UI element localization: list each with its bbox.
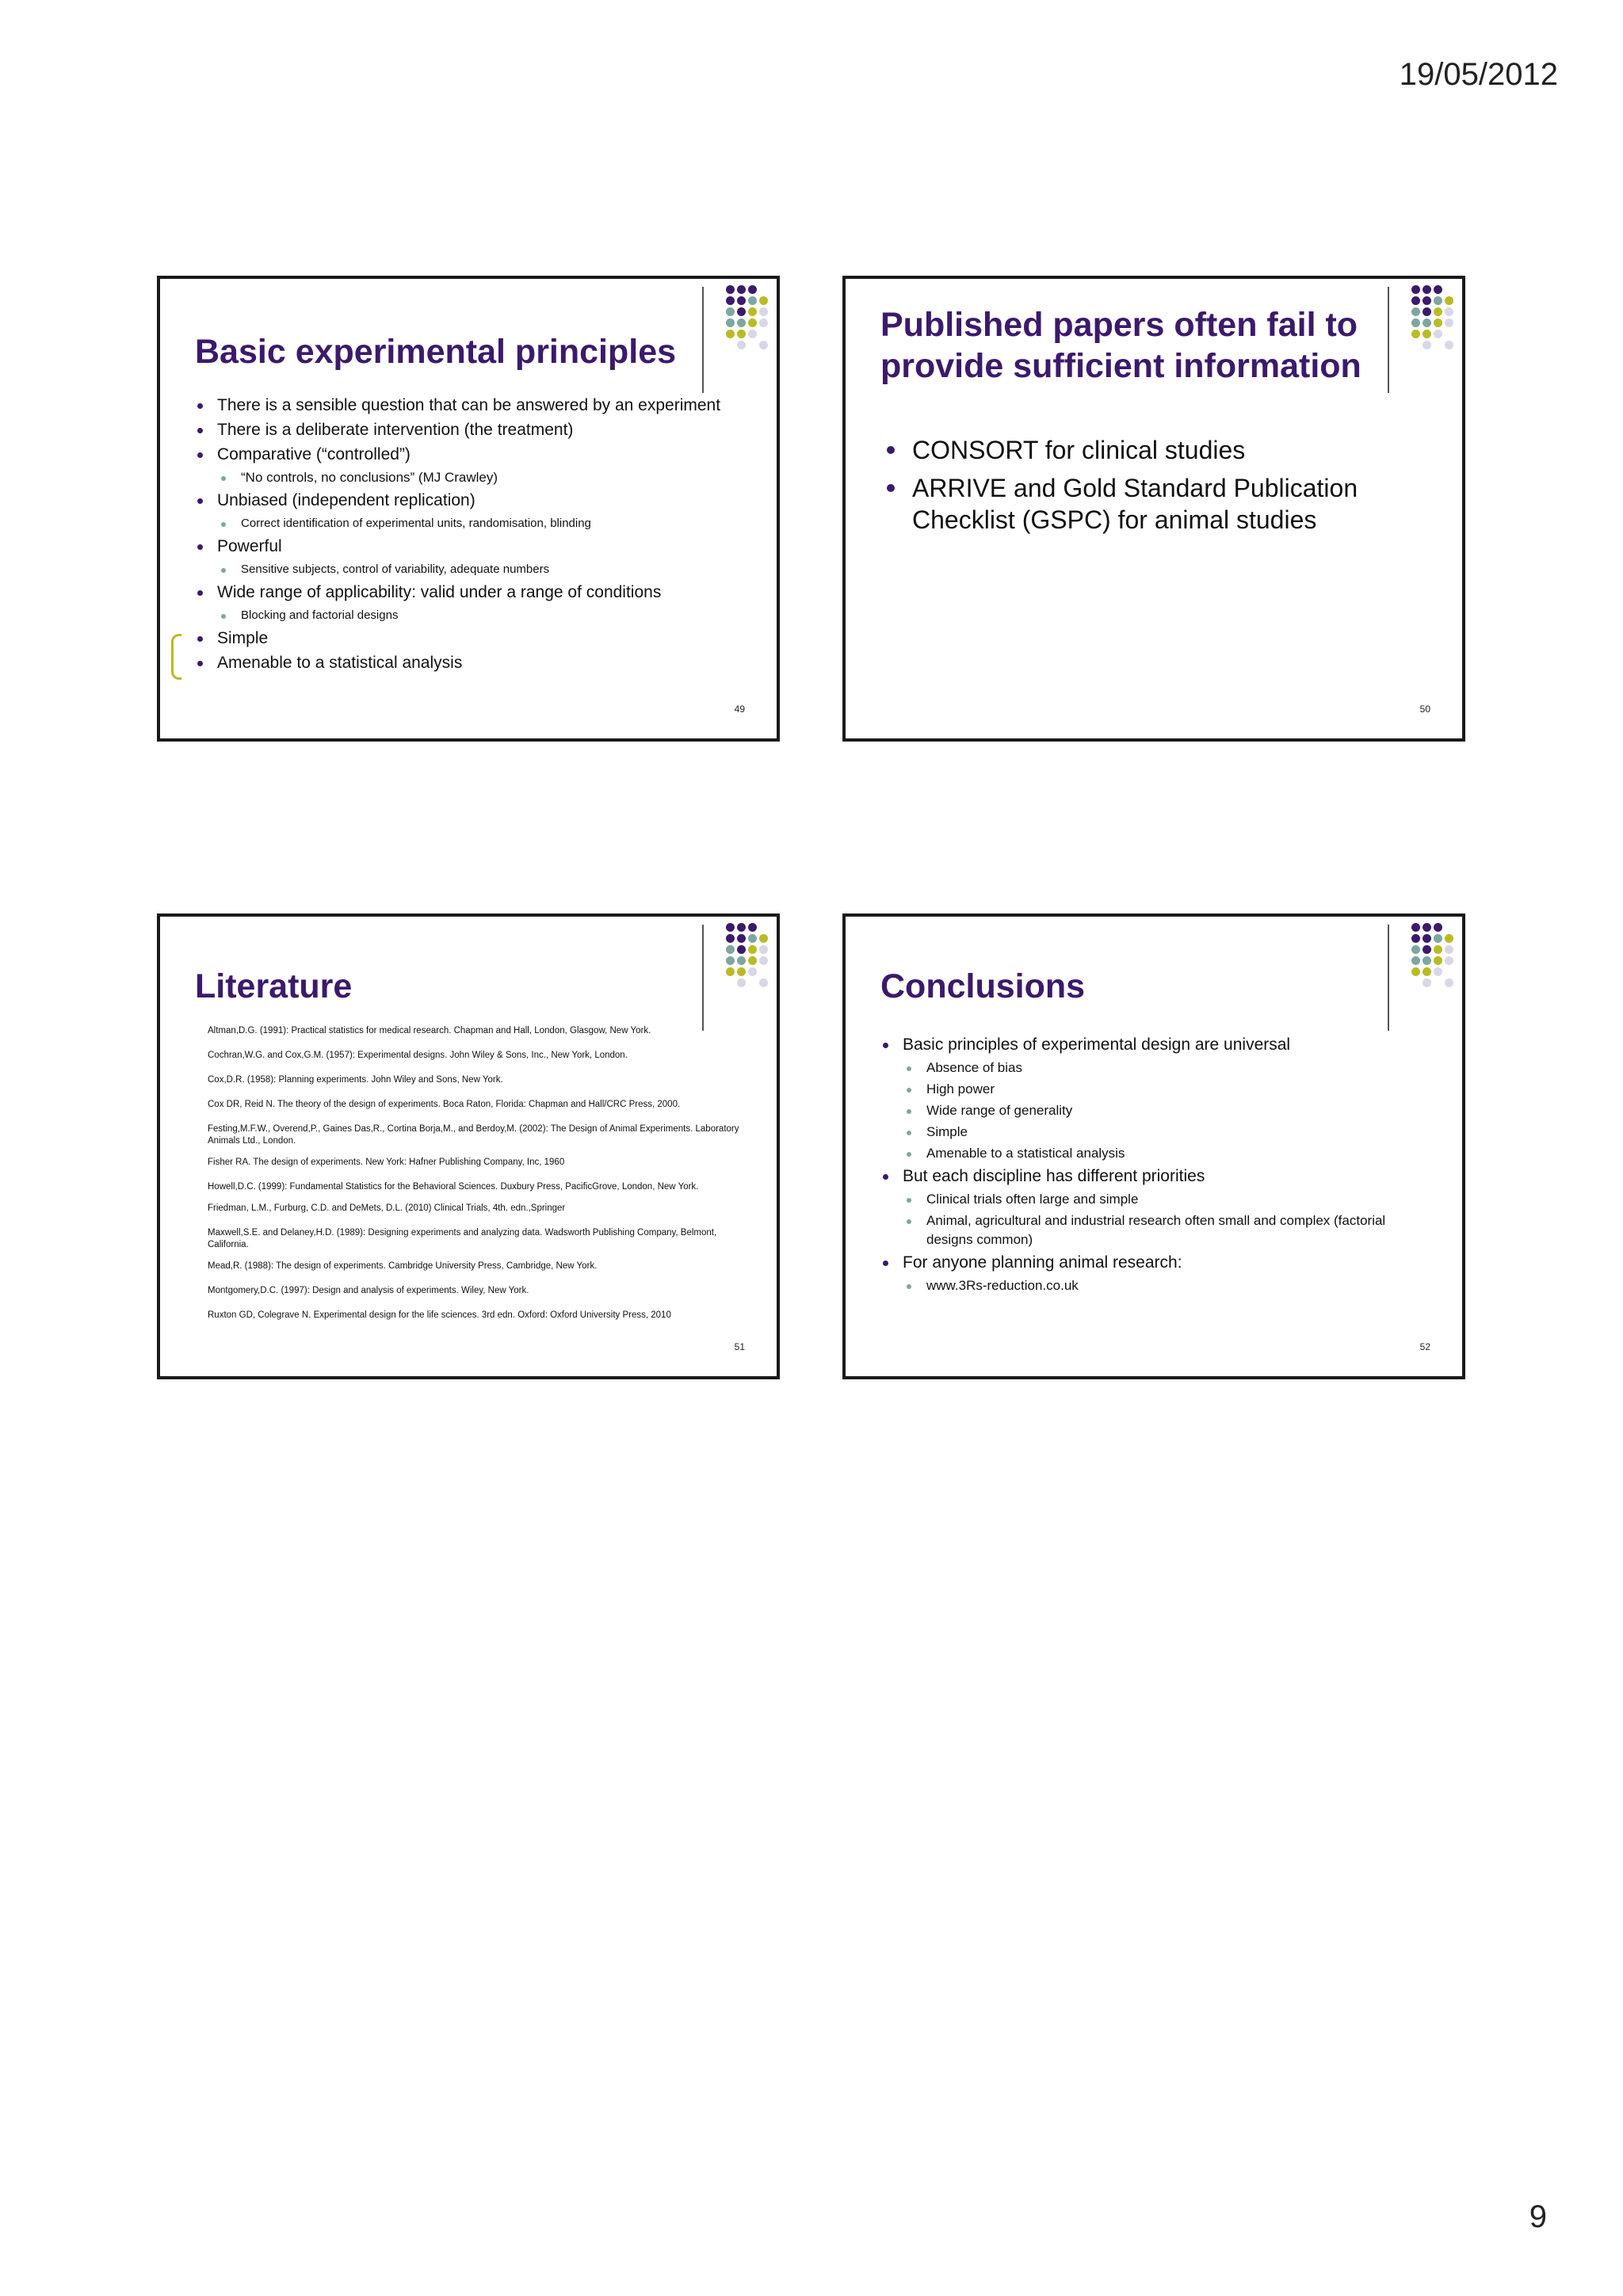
slide-52 <box>842 913 1465 1379</box>
list-subitem: Absence of bias <box>880 1058 1427 1077</box>
logo-dot <box>1411 923 1420 932</box>
logo-dot <box>1423 967 1431 976</box>
logo-dot <box>1434 923 1442 932</box>
logo-dot <box>726 934 735 943</box>
logo-dot <box>1445 978 1453 987</box>
logo-dot <box>737 923 746 932</box>
list-item: CONSORT for clinical studies <box>880 434 1388 466</box>
bullet-list <box>195 395 720 677</box>
logo-dot <box>1411 330 1420 338</box>
logo-dot <box>1434 318 1442 327</box>
logo-dot <box>1411 967 1420 976</box>
list-item: Amenable to a statistical analysis <box>195 652 720 674</box>
logo-dot <box>759 341 768 349</box>
logo-dot <box>759 956 768 965</box>
logo-dot <box>737 318 746 327</box>
logo-dot <box>1434 956 1442 965</box>
slide-50 <box>842 276 1465 742</box>
list-subitem: High power <box>880 1080 1427 1099</box>
logo-dot <box>759 945 768 954</box>
logo-dot <box>1445 945 1453 954</box>
logo-dot <box>748 307 757 316</box>
list-subitem: Blocking and factorial designs <box>195 606 720 625</box>
logo-dot <box>726 967 735 976</box>
reference-item: Altman,D.G. (1991): Practical statistics for medical research. Chapman and Hall, London, Glasgow, New York. <box>208 1026 651 1035</box>
list-item: For anyone planning animal research: <box>880 1252 1427 1274</box>
logo-dot <box>737 307 746 316</box>
slide-51 <box>157 913 780 1379</box>
logo-dot <box>1423 296 1431 305</box>
logo-dot <box>759 978 768 987</box>
logo-dot <box>726 330 735 338</box>
logo-dot <box>1411 318 1420 327</box>
reference-item: Ruxton GD, Colegrave N. Experimental design for the life sciences. 3rd edn. Oxford: Oxford University Press, 2010 <box>208 1310 671 1320</box>
reference-item: Montgomery,D.C. (1997): Design and analysis of experiments. Wiley, New York. <box>208 1286 529 1295</box>
logo-dot <box>748 318 757 327</box>
slide-title: Basic experimental principles <box>195 333 677 371</box>
logo-dot <box>737 956 746 965</box>
slide-title: Conclusions <box>880 967 1086 1005</box>
list-item: There is a sensible question that can be answered by an experiment <box>195 395 720 417</box>
divider-line <box>1388 925 1389 1031</box>
logo-dot <box>737 978 746 987</box>
reference-item: Cox DR, Reid N. The theory of the design of experiments. Boca Raton, Florida: Chapman and Hall/CRC Press, 2000. <box>208 1100 681 1109</box>
logo-dot <box>1445 956 1453 965</box>
logo-dot <box>726 923 735 932</box>
logo-dot <box>737 341 746 349</box>
list-item: There is a deliberate intervention (the treatment) <box>195 419 720 441</box>
bullet-list <box>880 434 1388 542</box>
logo-dot <box>759 318 768 327</box>
bullet-list <box>880 1034 1427 1298</box>
logo-dot <box>1423 978 1431 987</box>
list-item: But each discipline has different priorities <box>880 1165 1427 1188</box>
logo-dot <box>737 285 746 294</box>
logo-dot <box>1411 956 1420 965</box>
reference-list <box>208 1025 754 1334</box>
reference-item: Festing,M.F.W., Overend,P., Gaines Das,R., Cortina Borja,M., and Berdoy,M. (2002): The Design of Animal Experiments. Laboratory Animals Ltd., London. <box>208 1124 739 1146</box>
list-subitem: www.3Rs-reduction.co.uk <box>880 1276 1427 1295</box>
list-item: Basic principles of experimental design are universal <box>880 1034 1427 1056</box>
logo-dot <box>1423 341 1431 349</box>
reference-item: Cochran,W.G. and Cox,G.M. (1957): Experimental designs. John Wiley & Sons, Inc., New York, London. <box>208 1051 628 1060</box>
reference-item: Fisher RA. The design of experiments. New York: Hafner Publishing Company, Inc, 1960 <box>208 1158 565 1167</box>
logo-dot <box>748 945 757 954</box>
list-item: Wide range of applicability: valid under a range of conditions <box>195 582 720 604</box>
logo-dot <box>726 307 735 316</box>
logo-dot <box>1411 285 1420 294</box>
logo-dot <box>1411 307 1420 316</box>
logo-dot <box>726 945 735 954</box>
list-item: Unbiased (independent replication) <box>195 490 720 512</box>
logo-dot <box>1423 318 1431 327</box>
logo-dot <box>1423 330 1431 338</box>
page-date: 19/05/2012 <box>1399 57 1558 92</box>
bracket-marker <box>171 634 181 680</box>
slide-number: 51 <box>734 1341 745 1352</box>
logo-dot <box>1423 923 1431 932</box>
logo-dot <box>748 934 757 943</box>
list-subitem: Animal, agricultural and industrial research often small and complex (factorial designs common) <box>880 1211 1427 1249</box>
slide-title: Literature <box>195 967 353 1005</box>
logo-dot <box>1434 296 1442 305</box>
logo-dot <box>1411 945 1420 954</box>
logo-dot <box>1445 934 1453 943</box>
logo-dot <box>737 330 746 338</box>
logo-dot <box>1434 307 1442 316</box>
slide-49 <box>157 276 780 742</box>
slide-title-line: Published papers often fail to <box>880 306 1358 344</box>
logo-dot <box>748 296 757 305</box>
list-item: ARRIVE and Gold Standard Publication Checklist (GSPC) for animal studies <box>880 472 1388 536</box>
logo-dot <box>1445 296 1453 305</box>
list-item: Comparative (“controlled”) <box>195 444 720 466</box>
divider-line <box>702 287 704 393</box>
slide-number: 52 <box>1419 1341 1430 1352</box>
slide-number: 50 <box>1419 704 1430 715</box>
list-subitem: Clinical trials often large and simple <box>880 1190 1427 1209</box>
list-item: Powerful <box>195 536 720 558</box>
divider-line <box>1388 287 1389 393</box>
list-subitem: Wide range of generality <box>880 1101 1427 1120</box>
logo-dot <box>1423 307 1431 316</box>
logo-dot <box>759 307 768 316</box>
logo-dot <box>737 934 746 943</box>
reference-item: Maxwell,S.E. and Delaney,H.D. (1989): Designing experiments and analyzing data. Wadsworth Publishing Company, Belmont, California. <box>208 1228 717 1249</box>
logo-dot <box>737 296 746 305</box>
logo-dot <box>748 923 757 932</box>
slide-title <box>880 304 1361 387</box>
logo-dot <box>759 934 768 943</box>
logo-dot <box>726 296 735 305</box>
divider-line <box>702 925 704 1031</box>
logo-dot <box>726 318 735 327</box>
slide-title-line: provide sufficient information <box>880 347 1361 385</box>
reference-item: Mead,R. (1988): The design of experiments. Cambridge University Press, Cambridge, New York. <box>208 1261 598 1271</box>
list-subitem: Sensitive subjects, control of variability, adequate numbers <box>195 560 720 579</box>
logo-dot <box>1445 307 1453 316</box>
logo-dot <box>1434 934 1442 943</box>
list-subitem: Simple <box>880 1123 1427 1142</box>
logo-dot <box>726 956 735 965</box>
list-subitem: Amenable to a statistical analysis <box>880 1144 1427 1163</box>
logo-dot <box>1423 956 1431 965</box>
logo-dot <box>737 967 746 976</box>
logo-dot <box>1411 934 1420 943</box>
logo-dot <box>1434 285 1442 294</box>
logo-dot <box>1434 945 1442 954</box>
list-subitem: “No controls, no conclusions” (MJ Crawley) <box>195 468 720 487</box>
slide-number: 49 <box>734 704 745 715</box>
list-subitem: Correct identification of experimental units, randomisation, blinding <box>195 514 720 533</box>
logo-dot <box>1445 341 1453 349</box>
logo-dot <box>726 285 735 294</box>
logo-dot <box>1423 934 1431 943</box>
logo-dot <box>759 296 768 305</box>
list-item: Simple <box>195 627 720 650</box>
logo-dot <box>1445 318 1453 327</box>
reference-item: Cox,D.R. (1958): Planning experiments. John Wiley and Sons, New York. <box>208 1075 503 1085</box>
logo-dot <box>1434 967 1442 976</box>
logo-dot <box>1423 945 1431 954</box>
logo-dot <box>748 285 757 294</box>
logo-dot <box>737 945 746 954</box>
logo-dot <box>1411 296 1420 305</box>
logo-dot <box>748 967 757 976</box>
logo-dot <box>1423 285 1431 294</box>
logo-dot <box>748 330 757 338</box>
logo-dot <box>1434 330 1442 338</box>
page-number: 9 <box>1529 2199 1547 2234</box>
reference-item: Howell,D.C. (1999): Fundamental Statistics for the Behavioral Sciences. Duxbury Press, PacificGrove, London, New York. <box>208 1182 699 1192</box>
reference-item: Friedman, L.M., Furburg, C.D. and DeMets, D.L. (2010) Clinical Trials, 4th. edn.,Springer <box>208 1203 566 1213</box>
logo-dot <box>748 956 757 965</box>
